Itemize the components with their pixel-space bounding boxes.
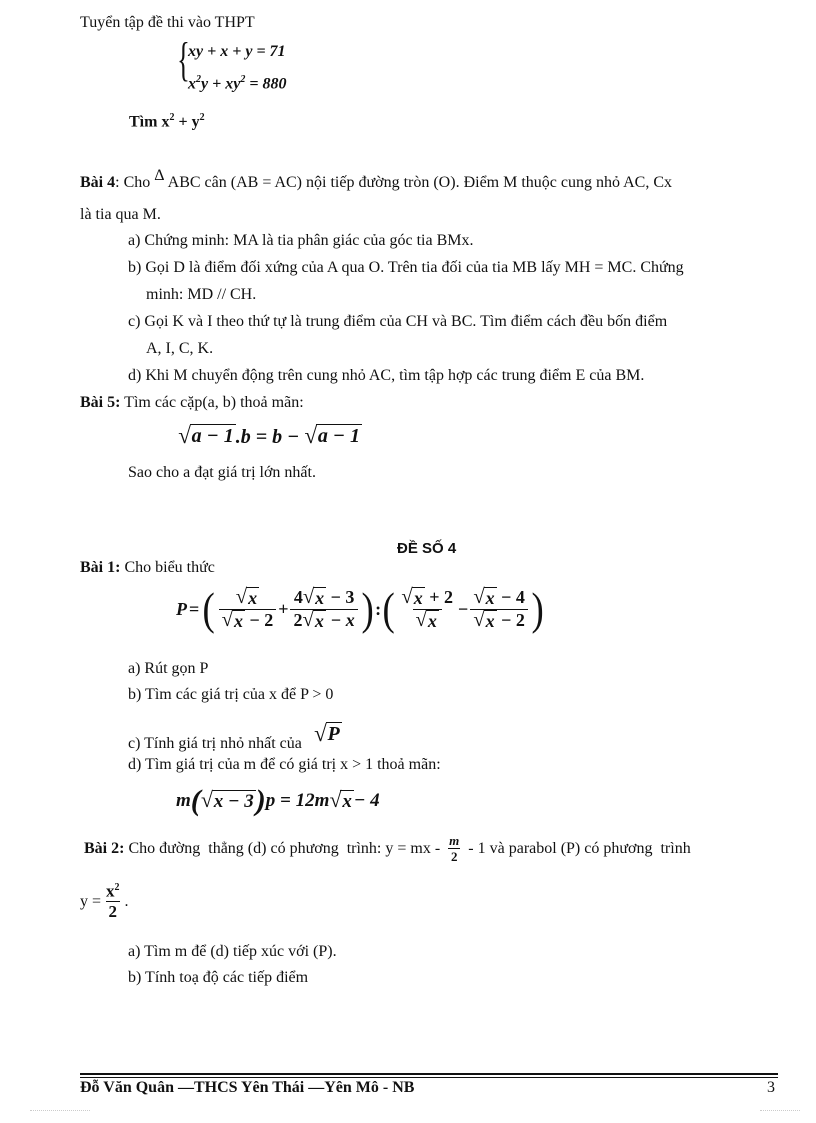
bottom-dots-left: [30, 1110, 90, 1111]
bai1-equation-d: m ( √ x − 3 ) p = 12m √ x − 4: [176, 784, 380, 817]
bai5-intro: Bài 5: Tìm các cặp(a, b) thoả mãn:: [80, 394, 304, 411]
left-brace: {: [177, 33, 190, 86]
bottom-dots-right: [760, 1110, 800, 1111]
bai4-item-b: b) Gọi D là điểm đối xứng của A qua O. Trên tia đối của tia MB lấy MH = MC. Chứng: [128, 259, 684, 276]
bai1-item-b: b) Tìm các giá trị của x để P > 0: [128, 686, 334, 703]
bai1-label: Bài 1:: [80, 559, 121, 576]
find-expression: Tìm $x^2 + y^2$: [129, 112, 205, 131]
bai4-item-d: d) Khi M chuyển động trên cung nhỏ AC, tìm tập hợp các trung điểm E của BM.: [128, 367, 645, 384]
bai4-label: Bài 4: [80, 174, 116, 191]
bai2-intro: Bài 2: Cho đường thẳng (d) có phương trình: y = mx - $\frac{m}{2}$ - 1 và parabol (P) có phương trình: [84, 833, 691, 865]
equation-2: $x^2y + xy^2 = 880$: [188, 74, 287, 93]
bai5-equation: √ a − 1 .b = b − √ a − 1: [178, 423, 361, 448]
bai2-item-a: a) Tìm m để (d) tiếp xúc với (P).: [128, 943, 337, 960]
bai2-parabola: y = $\frac{x^2}{2}$ .: [80, 881, 129, 922]
bai4-item-a: a) Chứng minh: MA là tia phân giác của góc tia BMx.: [128, 232, 474, 249]
bai1-expression: P = ( √ x √ x − 2 + 4 √ x − 3 2 √ x − x ) : ( √ x + 2 √ x − √ x − 4 √ x − 2 ): [176, 583, 544, 634]
bai1-item-d: d) Tìm giá trị của m để có giá trị x > 1 thoả mãn:: [128, 756, 441, 773]
bai5-label: Bài 5:: [80, 394, 121, 411]
bai4-intro-cont: là tia qua M.: [80, 206, 161, 223]
bai5-note: Sao cho a đạt giá trị lớn nhất.: [128, 464, 316, 481]
bai2-item-b: b) Tính toạ độ các tiếp điểm: [128, 969, 309, 986]
bai4-item-c-cont: A, I, C, K.: [146, 340, 214, 357]
bai4-item-c: c) Gọi K và I theo thứ tự là trung điểm của CH và BC. Tìm điểm cách đều bốn điểm: [128, 313, 668, 330]
bai1-intro: Bài 1: Cho biểu thức: [80, 559, 215, 576]
bai1-item-c: c) Tính giá trị nhỏ nhất của √ P: [128, 721, 340, 752]
bai4-intro: Bài 4: Cho Δ ABC cân (AB = AC) nội tiếp đường tròn (O). Điểm M thuộc cung nhỏ AC, Cx: [80, 167, 672, 191]
section-title: ĐỀ SỐ 4: [397, 540, 457, 557]
page-header: Tuyển tập đề thi vào THPT: [80, 14, 255, 31]
triangle-symbol: Δ: [154, 167, 164, 184]
footer-rule: [80, 1073, 778, 1075]
footer-author: Đỗ Văn Quân —THCS Yên Thái —Yên Mô - NB: [80, 1079, 415, 1096]
equation-1: xy + x + y = 71: [188, 43, 286, 60]
bai2-label: Bài 2:: [84, 840, 125, 858]
page-number: 3: [767, 1079, 775, 1096]
bai1-item-a: a) Rút gọn P: [128, 660, 209, 677]
bai4-item-b-cont: minh: MD // CH.: [146, 286, 257, 303]
footer-rule-thin: [80, 1077, 778, 1078]
